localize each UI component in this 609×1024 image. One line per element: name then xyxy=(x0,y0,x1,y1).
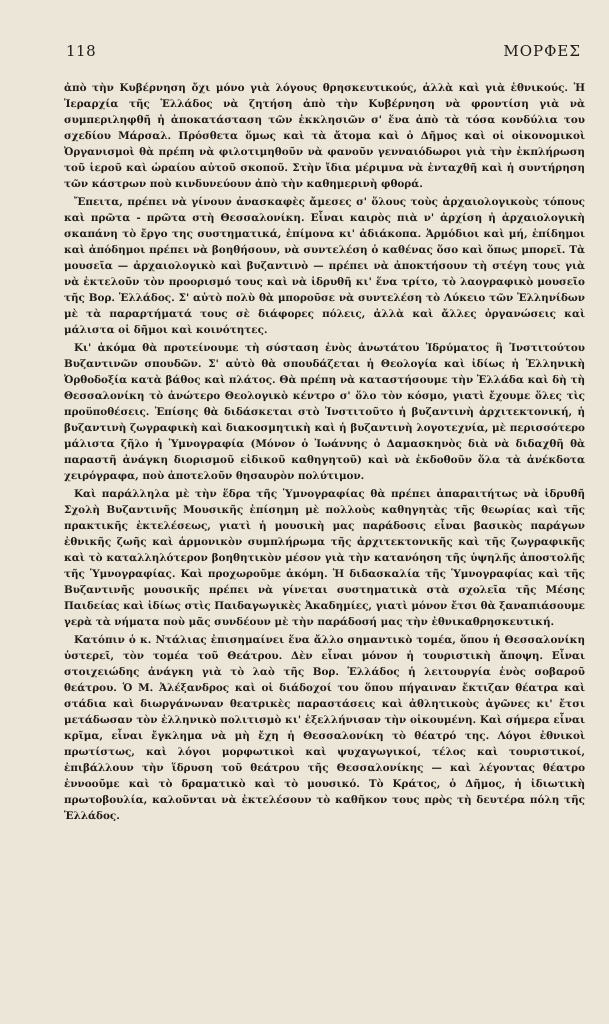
page-header xyxy=(64,42,585,66)
paragraph: Καὶ παράλληλα μὲ τὴν ἕδρα τῆς Ὑμνογραφίας θὰ πρέπει ἀπαραιτήτως νὰ ἱδρυθῆ Σχολὴ Βυζαντινῆς Μουσικῆς ἐπίσημη μὲ πολλοὺς καθηγητὰς τῆς θεωρίας καὶ τῆς πρακτικῆς ἐκτελέσεως, γιατὶ ἡ μουσικὴ μας παράδοσις εἶναι βασικὸς παράγων ἐθνικῆς ζωῆς καὶ ἁρμονικὸν συμπλήρωμα τῆς ἀρχιτεκτονικῆς καὶ τῆς ζωγραφικῆς καὶ τὸ καταλληλότερον βοηθητικὸν μέσον γιὰ τὴν κατανόηση τῆς ὑψηλῆς ἀποστολῆς τῆς Ὑμνογραφίας. Καὶ προχωροῦμε ἀκόμη. Ἡ διδασκαλία τῆς Ὑμνογραφίας καὶ τῆς Βυζαντινῆς μουσικῆς πρέπει νὰ γίνεται συστηματικὰ στὰ σχολεῖα τῆς Μέσης Παιδείας καὶ ἰδίως στὶς Παιδαγωγικὲς Ἀκαδημίες, γιατὶ μόνον ἔτσι θὰ ξαναπιάσουμε γερὰ τὰ νήματα ποὺ μᾶς συνδέουν μὲ τὴν παράδοσή μας τὴν ἐθνικαθρησκευτική. xyxy=(64,488,585,628)
running-head: ΜΟΡΦΕΣ xyxy=(503,42,581,60)
page-number: 118 xyxy=(66,42,97,60)
paragraph: Κατόπιν ὁ κ. Ντάλιας ἐπισημαίνει ἕνα ἄλλο σημαντικὸ τομέα, ὅπου ἡ Θεσσαλονίκη ὑστερεῖ, τὸν τομέα τοῦ Θεάτρου. Δὲν εἶναι μόνον ἡ τουριστικὴ ἄποψη. Εἶναι στοιχειώδης ἀνάγκη γιὰ τὸ λαὸ τῆς Βορ. Ἑλλάδος ἡ λειτουργία ἑνὸς σοβαροῦ θεάτρου. Ὁ Μ. Ἀλέξανδρος καὶ οἱ διάδοχοί του ὅπου πήγαιναν ἔκτιζαν θέατρα καὶ στάδια καὶ διωργάνωναν θεατρικὲς παραστάσεις καὶ ἀθλητικοὺς ἀγῶνες κι' ἔτσι μετάδωσαν τὸν ἑλληνικὸ πολιτισμὸ κι' ἐξελλήνισαν τὴν οἰκουμένη. Καὶ σήμερα εἶναι κρῖμα, εἶναι ἔγκλημα νὰ μὴ ἔχη ἡ Θεσσαλονίκη τὸ θέατρό της. Λόγοι ἐθνικοὶ πρωτίστως, καὶ λόγοι μορφωτικοὶ καὶ ψυχαγωγικοί, τέλος καὶ τουριστικοί, ἐπιβάλλουν τὴν ἵδρυση τοῦ θεάτρου τῆς Θεσσαλονίκης — καὶ λέγοντας θέατρο ἐννοοῦμε καὶ τὸ δραματικὸ καὶ τὸ μουσικό. Τὸ Κράτος, ὁ Δῆμος, ἡ ἰδιωτικὴ πρωτοβουλία, καλοῦνται νὰ ἐκτελέσουν τὸ καθῆκον τους πρὸς τὴ δευτέρα πόλη τῆς Ἑλλάδος. xyxy=(64,634,585,822)
article-body xyxy=(64,80,585,824)
paragraph: ἀπὸ τὴν Κυβέρνηση ὄχι μόνο γιὰ λόγους θρησκευτικούς, ἀλλὰ καὶ γιὰ ἐθνικούς. Ἡ Ἱεραρχία τῆς Ἑλλάδος νὰ ζητήση ἀπὸ τὴν Κυβέρνηση νὰ φροντίση γιὰ νὰ συμπεριληφθῆ ἡ ἀποκατάσταση τῶν ἐκκλησιῶν σ' ἕνα ἀπὸ τὰ τόσα κονδύλια του σχεδίου Μάρσαλ. Πρόσθετα ὅμως καὶ τὰ ἄτομα καὶ ὁ Δῆμος καὶ οἱ οἰκονομικοὶ Ὀργανισμοὶ θὰ πρέπη νὰ φιλοτιμηθοῦν νὰ φανοῦν γενναιόδωροι γιὰ τὴν ἐκπλήρωση τοῦ ἱεροῦ καὶ ὡραίου αὐτοῦ σκοποῦ. Στὴν ἴδια μέριμνα νὰ ἐνταχθῆ καὶ ἡ συντήρηση τῶν κάστρων ποὺ κινδυνεύουν ἀπὸ τὴν καθημερινὴ φθορά. xyxy=(64,82,585,190)
paragraph: Ἔπειτα, πρέπει νὰ γίνουν ἀνασκαφὲς ἄμεσες σ' ὅλους τοὺς ἀρχαιολογικοὺς τόπους καὶ πρῶτα - πρῶτα στὴ Θεσσαλονίκη. Εἶναι καιρὸς πιὰ ν' ἀρχίση ἡ ἀρχαιολογικὴ σκαπάνη τὸ ἔργο της συστηματικά, ἐπίμονα κι' ἀδιάκοπα. Ἁρμόδιοι καὶ μή, ἐπίδημοι καὶ ἀπόδημοι πρέπει νὰ βοηθήσουν, νὰ συντελέση ὁ καθένας ὅσο καὶ ὅπως μπορεῖ. Τὰ μουσεῖα — ἀρχαιολογικὸ καὶ βυζαντινὸ — πρέπει νὰ ἀποκτήσουν τὴ στέγη τους γιὰ νὰ ἐκτελοῦν τὸν προορισμό τους καὶ νὰ ἱδρυθῆ κι' ἕνα τρίτο, τὸ λαογραφικὸ μουσεῖο τῆς Βορ. Ἑλλάδος. Σ' αὐτὸ πολὺ θὰ μποροῦσε νὰ συντελέση τὸ Λύκειο τῶν Ἑλληνίδων μὲ τὰ παραρτήματά τους σὲ διάφορες πόλεις, ἀλλὰ καὶ ἄλλες ὀργανώσεις καὶ μάλιστα οἱ δῆμοι καὶ κοινότητες. xyxy=(64,196,585,336)
paragraph: Κι' ἀκόμα θὰ προτείνουμε τὴ σύσταση ἑνὸς ἀνωτάτου Ἱδρύματος ἢ Ἰνστιτούτου Βυζαντινῶν σπουδῶν. Σ' αὐτὸ θὰ σπουδάζεται ἡ Θεολογία καὶ ἰδίως ἡ Ἑλληνικὴ Ὀρθοδοξία κατὰ βάθος καὶ πλάτος. Θὰ πρέπη νὰ καταστήσουμε τὴν Ἑλλάδα καὶ δὴ τὴ Θεσσαλονίκη τὸ ἀνώτερο Θεολογικὸ κέντρο σ' ὅλο τὸν κόσμο, γιατὶ ἔχουμε ὅλες τὶς προϋποθέσεις. Ἐπίσης θὰ διδάσκεται στὸ Ἰνστιτοῦτο ἡ βυζαντινὴ ἀρχιτεκτονική, ἡ βυζαντινὴ ζωγραφικὴ καὶ διακοσμητικὴ καὶ ἡ βυζαντινὴ λογοτεχνία, μὲ περισσότερο μάλιστα ζῆλο ἡ Ὑμνογραφία (Μόνον ὁ Ἰωάννης ὁ Δαμασκηνὸς διὰ νὰ διδαχθῆ θὰ παραστῆ ἀνάγκη διορισμοῦ εἰδικοῦ καθηγητοῦ) καὶ νὰ ἐκδοθοῦν ὅλα τὰ ἀνέκδοτα χειρόγραφα, ποὺ ἀποτελοῦν θησαυρὸν πολύτιμον. xyxy=(64,342,585,482)
